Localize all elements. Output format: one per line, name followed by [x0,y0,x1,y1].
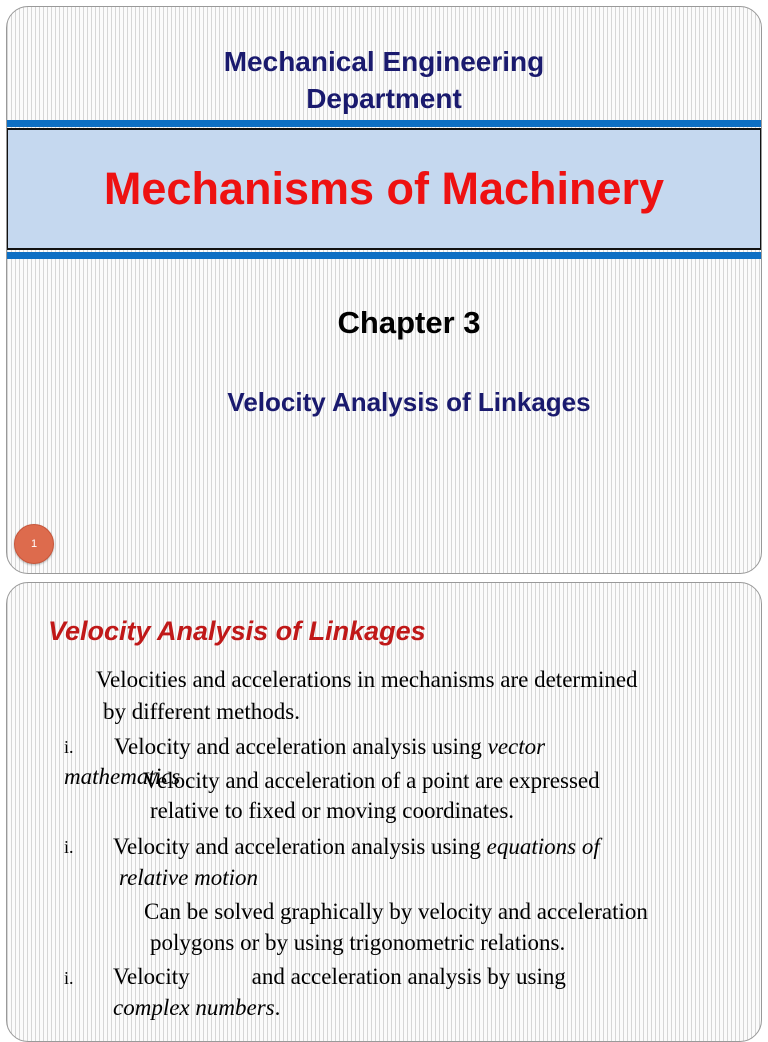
section-title: Velocity Analysis of Linkages [48,616,426,646]
page-number-badge: 1 [14,524,54,564]
item-2-italic-2: relative motion [119,865,259,890]
department-line-1: Mechanical Engineering [223,46,545,77]
item-3-line-1 [113,961,566,992]
slide-title [6,6,762,574]
item-1-sub-line-1: Velocity and acceleration of a point are expressed [143,768,600,793]
department-line-2: Department [306,83,462,114]
intro-line-1: Velocities and accelerations in mechanisms are determined [96,667,638,692]
item-1-line-1 [114,731,545,762]
chapter-subtitle: Velocity Analysis of Linkages [227,387,591,417]
title-box [6,128,762,250]
item-2-sub-line-1: Can be solved graphically by velocity and acceleration [144,899,648,924]
item-2-italic-1: equations of [486,834,600,859]
item-2-text: Velocity and acceleration analysis using [113,834,481,859]
item-1-numeral: i. [64,737,74,757]
item-3-line-2 [113,992,280,1023]
item-2-numeral: i. [64,837,74,857]
item-2-sub-line-2: polygons or by using trigonometric relations. [150,930,566,955]
item-1-text: Velocity and acceleration analysis using [114,734,482,759]
chapter-heading: Chapter 3 [337,305,481,340]
item-2-line-1 [113,831,600,862]
department-heading [7,43,761,117]
blue-band-bottom [7,252,761,259]
item-3-suffix: . [274,995,281,1020]
slide-content [6,582,762,1042]
item-3-word-1: Velocity [113,964,190,989]
item-1-italic-2: mathematics [64,764,181,789]
item-1-italic-1: vector [487,734,546,759]
main-title: Mechanisms of Machinery [103,163,665,214]
intro-line-2: by different methods. [103,699,300,724]
blue-band-top [7,120,761,127]
item-1-sub-line-2: relative to fixed or moving coordinates. [150,798,515,823]
item-3-italic: complex numbers [113,995,275,1020]
item-3-text: and acceleration analysis by using [251,964,566,989]
item-3-numeral: i. [64,968,74,988]
item-2-line-2 [119,862,258,893]
